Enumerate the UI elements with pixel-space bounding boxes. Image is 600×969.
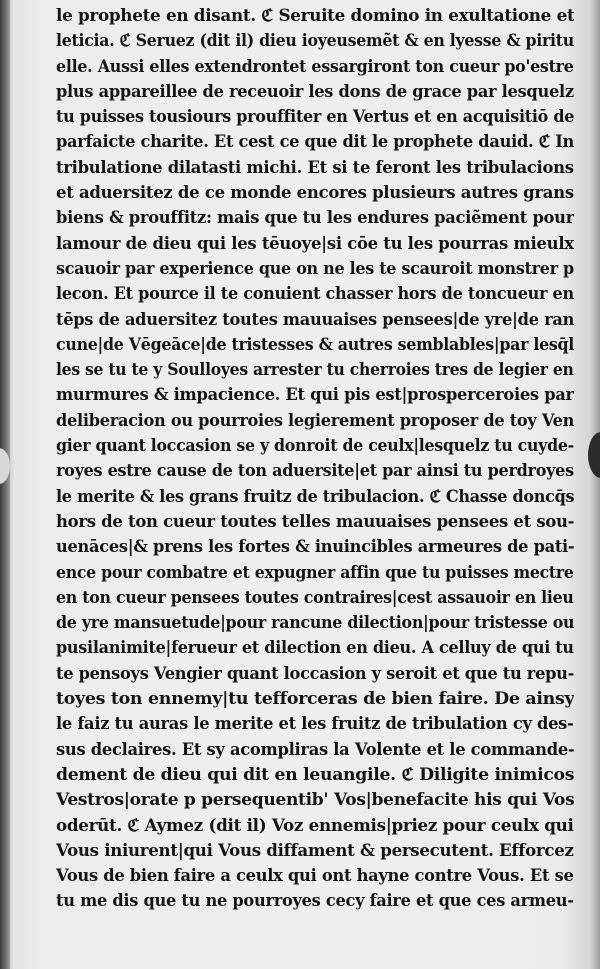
text-line: leticia. ℭ Seruez (dit il) dieu ioyeusemẽt & en lyesse & piritu <box>56 31 574 52</box>
text-line: royes estre cause de ton aduersite|et par ainsi tu perdroyes <box>56 461 574 482</box>
text-line: ence pour combatre et expugner affin que tu puisses mectre <box>56 562 574 583</box>
text-line: tu puisses tousiours prouffiter en Vertus et en acquisitiō de <box>56 107 574 128</box>
text-line: parfaicte charite. Et cest ce que dit le prophete dauid. ℭ In <box>56 132 574 153</box>
text-line: elle. Aussi elles extendrontet essargiront ton cueur po'estre <box>56 56 574 77</box>
page-edge-notch-right <box>588 432 600 478</box>
text-line: cune|de Vēgeāce|de tristesses & autres semblables|par lesq̄l <box>56 334 574 355</box>
text-line: murmures & impacience. Et qui pis est|prosperceroies par <box>56 385 574 406</box>
text-line: plus appareillee de receuoir les dons de grace par lesquelz <box>56 81 574 102</box>
text-line: tribulatione dilatasti michi. Et si te feront les tribulacions <box>56 157 574 178</box>
text-line: Vous iniurent|qui Vous diffament & persecutent. Efforcez <box>56 840 574 861</box>
printed-text-column <box>56 4 574 915</box>
text-line: deliberacion ou pourroies legierement proposer de toy Ven <box>56 410 574 431</box>
text-line: uenāces|& prens les fortes & inuincibles armeures de pati- <box>56 537 574 558</box>
text-line: toyes ton ennemy|tu tefforceras de bien faire. De ainsy <box>56 689 574 710</box>
text-line: et aduersitez de ce monde encores plusieurs autres grans <box>56 183 574 204</box>
text-line: tu me dis que tu ne pourroyes cecy faire et que ces armeu- <box>56 891 574 912</box>
text-line: en ton cueur pensees toutes contraires|cest assauoir en lieu <box>56 587 574 608</box>
text-line: biens & prouffitz: mais que tu les endures paciẽment pour <box>56 208 574 229</box>
text-line: dement de dieu qui dit en leuangile. ℭ Diligite inimicos <box>56 764 574 785</box>
text-line: le merite & les grans fruitz de tribulacion. ℭ Chasse doncq̄s <box>56 486 574 507</box>
text-line: le faiz tu auras le merite et les fruitz de tribulation cy des- <box>56 714 574 735</box>
text-line: scauoir par experience que on ne les te scauroit monstrer p <box>56 258 574 279</box>
text-line: sus declaires. Et sy acompliras la Volente et le commande- <box>56 739 574 760</box>
text-line: lamour de dieu qui les tēuoye|si cōe tu les pourras mieulx <box>56 233 574 254</box>
text-line: lecon. Et pource il te conuient chasser hors de toncueur en <box>56 284 574 305</box>
text-line: de yre mansuetude|pour rancune dilection|pour tristesse ou <box>56 613 574 634</box>
text-line: gier quant loccasion se y donroit de ceulx|lesquelz tu cuyde- <box>56 436 574 457</box>
text-line: pusilanimite|ferueur et dilection en dieu. A celluy de qui tu <box>56 638 574 659</box>
page-gutter <box>0 0 10 969</box>
text-line: Vous de bien faire a ceulx qui ont hayne contre Vous. Et se <box>56 866 574 887</box>
text-line: le prophete en disant. ℭ Seruite domino in exultatione et <box>56 6 574 26</box>
text-line: hors de ton cueur toutes telles mauuaises pensees et sou- <box>56 511 574 532</box>
text-line: te pensoys Vengier quant loccasion y seroit et que tu repu- <box>56 663 574 684</box>
text-line: tēps de aduersitez toutes mauuaises pensees|de yre|de ran <box>56 309 574 330</box>
text-line: Vestros|orate p persequentib' Vos|benefacite his qui Vos <box>56 790 574 811</box>
text-line: oderūt. ℭ Aymez (dit il) Voz ennemis|priez pour ceulx qui <box>56 815 574 836</box>
text-line: les se tu te y Soulloyes arrester tu cherroies tres de legier en <box>56 360 574 381</box>
